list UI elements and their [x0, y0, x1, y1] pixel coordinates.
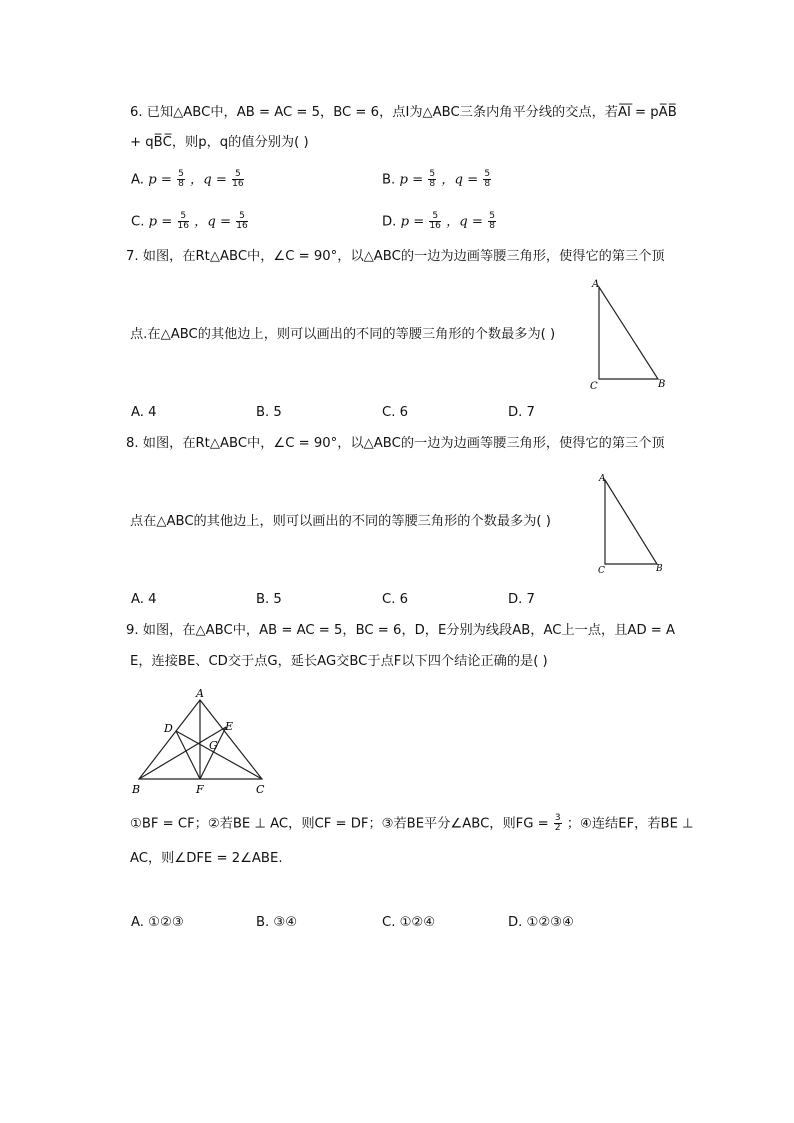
q7-option-d: D. 7	[508, 405, 535, 420]
q9-option-d: D. ①②③④	[508, 915, 574, 930]
q-label: ，q =	[194, 214, 232, 230]
p-fraction: $\frac{5}{8}$	[429, 169, 436, 189]
q-fraction: $\frac{5}{8}$	[489, 211, 495, 231]
vertex-label-c: C	[256, 783, 265, 796]
p-label: p =	[400, 214, 425, 230]
q-label: ，q =	[441, 172, 479, 188]
q-label: ，q =	[446, 214, 483, 230]
option-label: A.	[131, 172, 144, 188]
option-label: B.	[382, 172, 396, 188]
statements-text: ①BF = CF；②若BE ⊥ AC，则CF = DF；③若BE平分∠ABC，则FG =	[130, 816, 549, 832]
point-label-e: E	[225, 720, 234, 733]
segment-cd	[176, 731, 262, 779]
q6-stem-line2: + qB̅C̅，则p，q的值分别为( )	[130, 135, 309, 150]
q9-statements-line2: AC，则∠DFE = 2∠ABE.	[130, 851, 283, 866]
q8-option-c: C. 6	[382, 592, 408, 607]
q6-stem-line1: 6. 已知△ABC中，AB = AC = 5，BC = 6，点I为△ABC三条内角平分线的交点，若A̅I̅ = pA̅B̅	[130, 105, 677, 120]
q9-option-c: C. ①②④	[382, 915, 436, 930]
q7-option-a: A. 4	[131, 405, 157, 420]
q8-stem-line1: 8. 如图，在Rt△ABC中，∠C = 90°，以△ABC的一边为边画等腰三角形，使得它的第三个顶	[126, 436, 665, 451]
p-fraction: $\frac{5}{16}$	[429, 211, 441, 231]
p-label: p =	[399, 172, 424, 188]
q8-option-d: D. 7	[508, 592, 535, 607]
q9-statements-line1	[130, 814, 694, 834]
q7-option-c: C. 6	[382, 405, 408, 420]
q9-triangle-figure	[125, 683, 285, 798]
vertex-label-a: A	[196, 687, 204, 700]
q7-right-triangle-figure	[585, 275, 675, 393]
vertex-label-a: A	[599, 474, 606, 484]
vertex-label-a: A	[592, 279, 600, 290]
q-fraction: $\frac{5}{16}$	[236, 211, 248, 231]
vertex-label-b: B	[658, 379, 666, 390]
q7-option-b: B. 5	[256, 405, 282, 420]
q8-stem-line2: 点在△ABC的其他边上，则可以画出的不同的等腰三角形的个数最多为( )	[130, 514, 551, 529]
fraction-three-halves: $\frac{3}{2}$	[554, 813, 561, 833]
q6-option-d	[382, 212, 497, 232]
q-fraction: $\frac{5}{8}$	[484, 169, 491, 189]
p-fraction: $\frac{5}{16}$	[177, 211, 189, 231]
q6-option-b	[382, 170, 492, 190]
vertex-label-c: C	[590, 381, 598, 392]
p-fraction: $\frac{5}{8}$	[178, 169, 184, 189]
triangle-abc	[605, 480, 657, 564]
vertex-label-b: B	[132, 783, 141, 796]
point-label-d: D	[164, 722, 173, 735]
q-label: ，q =	[190, 172, 227, 188]
q7-stem-line1: 7. 如图，在Rt△ABC中，∠C = 90°，以△ABC的一边为边画等腰三角形，使得它的第三个顶	[126, 249, 665, 264]
q8-option-b: B. 5	[256, 592, 282, 607]
q9-option-b: B. ③④	[256, 915, 298, 930]
vertex-label-b: B	[656, 564, 663, 574]
q-fraction: $\frac{5}{16}$	[232, 169, 244, 189]
option-label: C.	[131, 214, 145, 230]
p-label: p =	[148, 172, 172, 188]
point-label-f: F	[196, 783, 204, 796]
statements-text-tail: ；④连结EF，若BE ⊥	[566, 816, 694, 832]
q9-option-a: A. ①②③	[131, 915, 184, 930]
q6-option-a	[131, 170, 245, 190]
vertex-label-c: C	[598, 566, 605, 576]
q8-right-triangle-figure	[595, 470, 675, 580]
q9-stem-line2: E，连接BE、CD交于点G，延长AG交BC于点F以下四个结论正确的是( )	[130, 654, 548, 669]
q7-stem-line2: 点.在△ABC的其他边上，则可以画出的不同的等腰三角形的个数最多为( )	[130, 327, 556, 342]
p-label: p =	[148, 214, 173, 230]
q6-option-c	[131, 212, 249, 232]
option-label: D.	[382, 214, 397, 230]
triangle-abc	[599, 287, 658, 379]
q8-option-a: A. 4	[131, 592, 157, 607]
q9-stem-line1: 9. 如图，在△ABC中，AB = AC = 5，BC = 6，D，E分别为线段AB，AC上一点，且AD = A	[126, 623, 676, 638]
point-label-g: G	[209, 739, 218, 752]
